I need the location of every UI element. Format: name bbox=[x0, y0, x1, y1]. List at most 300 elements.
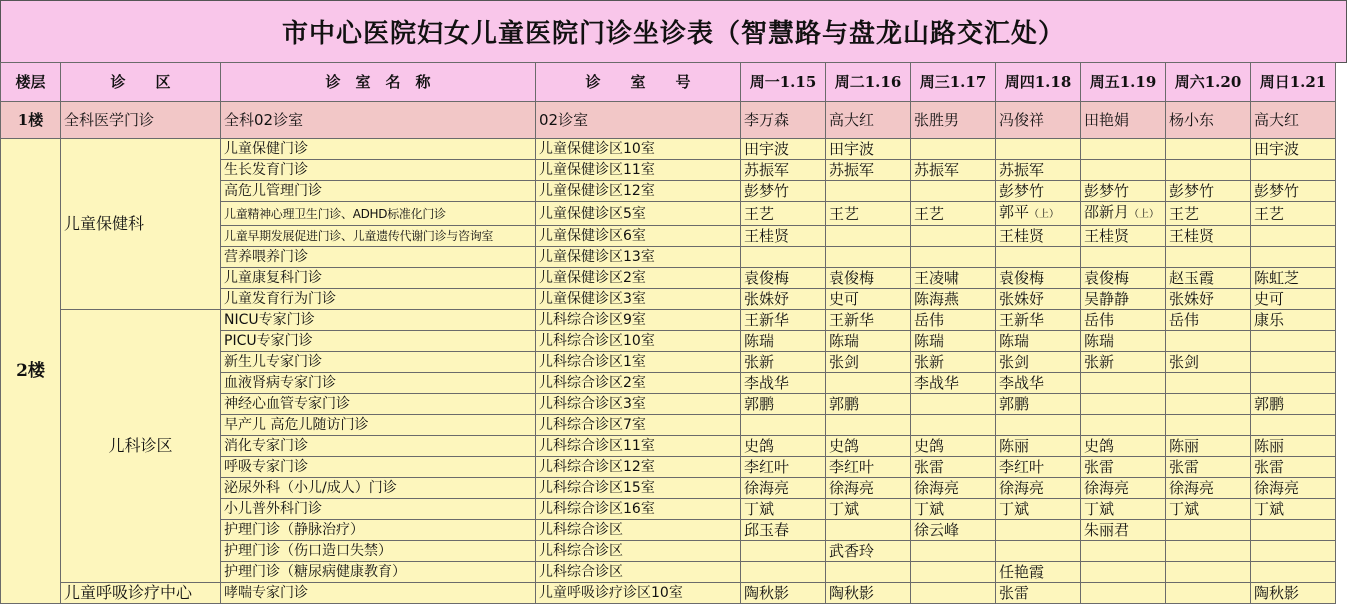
doctor-cell bbox=[1251, 478, 1336, 499]
doctor-name: 苏振军 bbox=[914, 161, 960, 179]
doctor-name: 朱丽君 bbox=[1084, 521, 1130, 539]
doctor-name: 徐海亮 bbox=[744, 479, 790, 497]
doctor-name: 徐海亮 bbox=[914, 479, 960, 497]
header-day: 周四1.18 bbox=[996, 63, 1081, 102]
doctor-name: 徐海亮 bbox=[1084, 479, 1130, 497]
doctor-name: 岳伟 bbox=[914, 311, 945, 329]
doctor-cell bbox=[1081, 289, 1166, 310]
doctor-cell bbox=[741, 289, 826, 310]
doctor-cell bbox=[826, 247, 911, 268]
doctor-cell bbox=[996, 541, 1081, 562]
floor1-row bbox=[1, 102, 1336, 139]
room-no-cell: 儿科综合诊区1室 bbox=[536, 352, 741, 373]
doctor-cell bbox=[1251, 181, 1336, 202]
doctor-cell bbox=[1166, 352, 1251, 373]
doctor-name: 陈瑞 bbox=[1084, 332, 1115, 350]
floor-label: 2楼 bbox=[1, 139, 61, 604]
doctor-cell bbox=[911, 394, 996, 415]
doctor-cell bbox=[826, 499, 911, 520]
doctor-cell bbox=[996, 373, 1081, 394]
doctor-cell bbox=[1166, 562, 1251, 583]
room-name-cell: 泌尿外科（小儿/成人）门诊 bbox=[221, 478, 536, 499]
room-no-cell: 儿童保健诊区3室 bbox=[536, 289, 741, 310]
doctor-name: 史鸽 bbox=[829, 437, 860, 455]
doctor-name: 王新华 bbox=[999, 311, 1045, 329]
header-day: 周三1.17 bbox=[911, 63, 996, 102]
doctor-cell bbox=[1081, 226, 1166, 247]
doctor-cell bbox=[1251, 415, 1336, 436]
doctor-cell bbox=[1166, 373, 1251, 394]
doctor-name: 张雷 bbox=[1084, 458, 1115, 476]
doctor-cell bbox=[1166, 289, 1251, 310]
doctor-cell bbox=[1166, 394, 1251, 415]
doctor-name: 张剑 bbox=[829, 353, 860, 371]
doctor-name: 李红叶 bbox=[999, 458, 1045, 476]
room-no-cell: 儿童保健诊区12室 bbox=[536, 181, 741, 202]
doctor-cell bbox=[911, 226, 996, 247]
doctor-name: 李战华 bbox=[914, 374, 960, 392]
doctor-name: 张新 bbox=[914, 353, 945, 371]
room-no-cell: 儿科综合诊区 bbox=[536, 541, 741, 562]
doctor-name: 王艺 bbox=[744, 204, 775, 223]
doctor-cell bbox=[1081, 583, 1166, 604]
doctor-cell bbox=[741, 541, 826, 562]
room-no-cell: 儿科综合诊区15室 bbox=[536, 478, 741, 499]
doctor-cell bbox=[826, 478, 911, 499]
room-no-cell: 儿童保健诊区11室 bbox=[536, 160, 741, 181]
doctor-cell bbox=[741, 310, 826, 331]
doctor-cell bbox=[996, 247, 1081, 268]
doctor-name: 张新 bbox=[1084, 353, 1115, 371]
room-name-cell: 新生儿专家门诊 bbox=[221, 352, 536, 373]
doctor-cell bbox=[826, 415, 911, 436]
header-day: 周六1.20 bbox=[1166, 63, 1251, 102]
doctor-name: 丁斌 bbox=[829, 500, 860, 518]
room-name-cell: 神经心血管专家门诊 bbox=[221, 394, 536, 415]
doctor-cell bbox=[996, 331, 1081, 352]
room-no-cell: 儿科综合诊区10室 bbox=[536, 331, 741, 352]
doctor-cell bbox=[826, 436, 911, 457]
doctor-name: 张雷 bbox=[1254, 458, 1285, 476]
doctor-name: 田宇波 bbox=[829, 140, 875, 158]
doctor-name: 郭鹏 bbox=[999, 395, 1030, 413]
doctor-cell bbox=[1081, 247, 1166, 268]
doctor-name: 王艺 bbox=[914, 204, 945, 223]
doctor-name: 丁斌 bbox=[1169, 500, 1200, 518]
room-no-cell: 儿童保健诊区6室 bbox=[536, 226, 741, 247]
doctor-cell bbox=[1081, 310, 1166, 331]
doctor-name: 徐海亮 bbox=[999, 479, 1045, 497]
room-name-cell: 呼吸专家门诊 bbox=[221, 457, 536, 478]
room-name-cell: 儿童康复科门诊 bbox=[221, 268, 536, 289]
doctor-cell bbox=[826, 457, 911, 478]
doctor-cell bbox=[1251, 268, 1336, 289]
header-room-name: 诊 室 名 称 bbox=[221, 63, 536, 102]
doctor-name: 苏振军 bbox=[999, 161, 1045, 179]
room-name-cell: 全科02诊室 bbox=[221, 102, 536, 139]
doctor-cell bbox=[1166, 268, 1251, 289]
doctor-cell bbox=[911, 181, 996, 202]
doctor-cell bbox=[741, 352, 826, 373]
doctor-cell bbox=[996, 520, 1081, 541]
doctor-cell bbox=[996, 583, 1081, 604]
doctor-name: 彭梦竹 bbox=[1254, 182, 1300, 200]
doctor-cell bbox=[1081, 202, 1166, 226]
doctor-cell bbox=[911, 139, 996, 160]
doctor-cell: 田艳娟 bbox=[1081, 102, 1166, 139]
doctor-name: 史鸽 bbox=[914, 437, 945, 455]
doctor-name: 徐海亮 bbox=[1169, 479, 1215, 497]
doctor-name: 岳伟 bbox=[1169, 311, 1200, 329]
doctor-name: 史鸽 bbox=[744, 437, 775, 455]
doctor-cell bbox=[1166, 499, 1251, 520]
doctor-name: 李红叶 bbox=[829, 458, 875, 476]
doctor-cell bbox=[911, 247, 996, 268]
doctor-cell bbox=[996, 268, 1081, 289]
room-name-cell: 儿童发育行为门诊 bbox=[221, 289, 536, 310]
doctor-cell bbox=[826, 310, 911, 331]
header-day: 周日1.21 bbox=[1251, 63, 1336, 102]
doctor-cell bbox=[741, 268, 826, 289]
doctor-name: 康乐 bbox=[1254, 311, 1285, 329]
doctor-cell bbox=[1166, 520, 1251, 541]
doctor-cell bbox=[741, 478, 826, 499]
doctor-cell bbox=[741, 394, 826, 415]
page-title: 市中心医院妇女儿童医院门诊坐诊表（智慧路与盘龙山路交汇处） bbox=[0, 0, 1347, 63]
doctor-cell bbox=[911, 310, 996, 331]
doctor-cell: 高大红 bbox=[1251, 102, 1336, 139]
doctor-name: 史可 bbox=[1254, 290, 1285, 308]
doctor-cell bbox=[996, 499, 1081, 520]
doctor-cell bbox=[826, 139, 911, 160]
room-name-cell: 消化专家门诊 bbox=[221, 436, 536, 457]
doctor-cell bbox=[996, 457, 1081, 478]
room-no-cell: 儿童保健诊区10室 bbox=[536, 139, 741, 160]
doctor-cell bbox=[1251, 139, 1336, 160]
doctor-name: 田宇波 bbox=[744, 140, 790, 158]
doctor-cell bbox=[1251, 499, 1336, 520]
doctor-name: 王桂贤 bbox=[999, 227, 1045, 245]
doctor-cell bbox=[1081, 160, 1166, 181]
doctor-name: 武香玲 bbox=[829, 542, 875, 560]
doctor-cell bbox=[1166, 160, 1251, 181]
doctor-name: 陶秋影 bbox=[829, 584, 875, 602]
doctor-name: 王桂贤 bbox=[744, 227, 790, 245]
doctor-name: 李战华 bbox=[999, 374, 1045, 392]
doctor-name: 王凌啸 bbox=[914, 269, 960, 287]
room-name-cell: 生长发育门诊 bbox=[221, 160, 536, 181]
doctor-cell bbox=[741, 373, 826, 394]
doctor-name: 丁斌 bbox=[914, 500, 945, 518]
doctor-cell bbox=[826, 562, 911, 583]
doctor-name: 陈丽 bbox=[1254, 437, 1285, 455]
doctor-cell bbox=[996, 562, 1081, 583]
room-no-cell: 儿童保健诊区13室 bbox=[536, 247, 741, 268]
doctor-name: 王桂贤 bbox=[1084, 227, 1130, 245]
doctor-cell bbox=[1166, 202, 1251, 226]
doctor-cell bbox=[1251, 520, 1336, 541]
doctor-name: 李战华 bbox=[744, 374, 790, 392]
room-name-cell: 儿童早期发展促进门诊、儿童遗传代谢门诊与咨询室 bbox=[221, 226, 536, 247]
doctor-cell bbox=[741, 247, 826, 268]
doctor-cell bbox=[741, 331, 826, 352]
doctor-cell bbox=[1166, 226, 1251, 247]
doctor-cell bbox=[996, 310, 1081, 331]
doctor-name: 陈海燕 bbox=[914, 290, 960, 308]
doctor-cell bbox=[1251, 436, 1336, 457]
doctor-name: 彭梦竹 bbox=[999, 182, 1045, 200]
doctor-name: 赵玉霞 bbox=[1169, 269, 1215, 287]
doctor-name: 张新 bbox=[744, 353, 775, 371]
doctor-name: 苏振军 bbox=[829, 161, 875, 179]
doctor-cell bbox=[911, 562, 996, 583]
room-no-cell: 儿科综合诊区11室 bbox=[536, 436, 741, 457]
room-name-cell: 护理门诊（静脉治疗） bbox=[221, 520, 536, 541]
doctor-name: 陈丽 bbox=[1169, 437, 1200, 455]
doctor-cell bbox=[826, 331, 911, 352]
doctor-cell bbox=[996, 226, 1081, 247]
doctor-name: 史可 bbox=[829, 290, 860, 308]
doctor-cell bbox=[826, 181, 911, 202]
doctor-name: 陈瑞 bbox=[829, 332, 860, 350]
doctor-cell: 李万森 bbox=[741, 102, 826, 139]
doctor-cell bbox=[1081, 415, 1166, 436]
doctor-cell bbox=[1166, 478, 1251, 499]
table-row bbox=[1, 310, 1336, 331]
doctor-cell bbox=[911, 289, 996, 310]
room-no-cell: 儿科综合诊区7室 bbox=[536, 415, 741, 436]
doctor-name: 郭平 bbox=[999, 203, 1030, 221]
floor-label: 1楼 bbox=[1, 102, 61, 139]
doctor-name: 苏振军 bbox=[744, 161, 790, 179]
room-name-cell: 护理门诊（伤口造口失禁） bbox=[221, 541, 536, 562]
doctor-cell bbox=[1081, 352, 1166, 373]
doctor-cell bbox=[826, 202, 911, 226]
doctor-name: 张雷 bbox=[999, 584, 1030, 602]
table-row bbox=[1, 583, 1336, 604]
doctor-cell bbox=[1251, 457, 1336, 478]
doctor-cell bbox=[1081, 478, 1166, 499]
doctor-cell bbox=[1166, 181, 1251, 202]
doctor-name: 陈瑞 bbox=[999, 332, 1030, 350]
doctor-cell bbox=[1081, 541, 1166, 562]
doctor-name: 丁斌 bbox=[999, 500, 1030, 518]
doctor-cell bbox=[741, 583, 826, 604]
room-name-cell: PICU专家门诊 bbox=[221, 331, 536, 352]
room-name-cell: 高危儿管理门诊 bbox=[221, 181, 536, 202]
room-name-cell: 血液肾病专家门诊 bbox=[221, 373, 536, 394]
doctor-cell bbox=[1251, 310, 1336, 331]
doctor-cell bbox=[996, 478, 1081, 499]
doctor-name: 任艳霞 bbox=[999, 563, 1045, 581]
header-row bbox=[1, 63, 1336, 102]
doctor-name: 陈丽 bbox=[999, 437, 1030, 455]
doctor-name: 郭鹏 bbox=[744, 395, 775, 413]
doctor-name: 陶秋影 bbox=[1254, 584, 1300, 602]
doctor-cell bbox=[1251, 160, 1336, 181]
doctor-cell bbox=[911, 583, 996, 604]
doctor-cell bbox=[996, 436, 1081, 457]
doctor-name: 郭鹏 bbox=[829, 395, 860, 413]
room-no-cell: 02诊室 bbox=[536, 102, 741, 139]
doctor-name: 王艺 bbox=[1169, 204, 1200, 223]
doctor-cell: 高大红 bbox=[826, 102, 911, 139]
doctor-cell bbox=[826, 352, 911, 373]
doctor-cell bbox=[826, 268, 911, 289]
doctor-cell bbox=[911, 331, 996, 352]
doctor-name: 王艺 bbox=[1254, 204, 1285, 223]
doctor-cell: 冯俊祥 bbox=[996, 102, 1081, 139]
doctor-cell bbox=[1081, 181, 1166, 202]
doctor-name: 丁斌 bbox=[1254, 500, 1285, 518]
room-name-cell: NICU专家门诊 bbox=[221, 310, 536, 331]
doctor-name: 张姝妤 bbox=[744, 290, 790, 308]
room-no-cell: 儿科综合诊区12室 bbox=[536, 457, 741, 478]
doctor-name: 袁俊梅 bbox=[999, 269, 1045, 287]
doctor-cell bbox=[1081, 457, 1166, 478]
doctor-name: 王艺 bbox=[829, 204, 860, 223]
doctor-cell bbox=[911, 202, 996, 226]
room-name-cell: 早产儿 高危儿随访门诊 bbox=[221, 415, 536, 436]
doctor-name: 张剑 bbox=[999, 353, 1030, 371]
doctor-name: 陈瑞 bbox=[744, 332, 775, 350]
doctor-cell bbox=[1081, 139, 1166, 160]
room-no-cell: 儿童保健诊区2室 bbox=[536, 268, 741, 289]
doctor-cell bbox=[1251, 352, 1336, 373]
doctor-name: 邵新月 bbox=[1084, 203, 1130, 221]
doctor-cell bbox=[1081, 331, 1166, 352]
room-no-cell: 儿科综合诊区9室 bbox=[536, 310, 741, 331]
doctor-cell bbox=[911, 415, 996, 436]
doctor-cell bbox=[741, 226, 826, 247]
doctor-cell bbox=[1166, 436, 1251, 457]
doctor-cell bbox=[996, 139, 1081, 160]
doctor-cell bbox=[1081, 373, 1166, 394]
doctor-cell bbox=[911, 520, 996, 541]
doctor-cell bbox=[1251, 373, 1336, 394]
doctor-name: 袁俊梅 bbox=[829, 269, 875, 287]
doctor-name: 王新华 bbox=[744, 311, 790, 329]
zone-cell: 儿童呼吸诊疗中心 bbox=[61, 583, 221, 604]
doctor-cell bbox=[996, 181, 1081, 202]
zone-cell: 儿童保健科 bbox=[61, 139, 221, 310]
doctor-cell bbox=[741, 457, 826, 478]
doctor-cell bbox=[1251, 226, 1336, 247]
room-name-cell: 儿童精神心理卫生门诊、ADHD标准化门诊 bbox=[221, 202, 536, 226]
room-name-cell: 儿童保健门诊 bbox=[221, 139, 536, 160]
doctor-cell bbox=[1251, 331, 1336, 352]
room-no-cell: 儿童保健诊区5室 bbox=[536, 202, 741, 226]
room-name-cell: 营养喂养门诊 bbox=[221, 247, 536, 268]
doctor-name: 彭梦竹 bbox=[1169, 182, 1215, 200]
doctor-cell bbox=[741, 202, 826, 226]
doctor-cell bbox=[741, 520, 826, 541]
doctor-name: 田宇波 bbox=[1254, 140, 1300, 158]
doctor-cell bbox=[1251, 394, 1336, 415]
doctor-cell bbox=[1251, 202, 1336, 226]
doctor-cell bbox=[1251, 247, 1336, 268]
doctor-cell bbox=[911, 457, 996, 478]
doctor-cell bbox=[826, 160, 911, 181]
doctor-name: 王桂贤 bbox=[1169, 227, 1215, 245]
header-day: 周二1.16 bbox=[826, 63, 911, 102]
doctor-cell bbox=[996, 289, 1081, 310]
doctor-name: 彭梦竹 bbox=[1084, 182, 1130, 200]
doctor-cell bbox=[911, 352, 996, 373]
doctor-cell bbox=[741, 562, 826, 583]
doctor-cell bbox=[741, 160, 826, 181]
schedule-table bbox=[0, 62, 1336, 604]
doctor-name: 张雷 bbox=[1169, 458, 1200, 476]
doctor-cell bbox=[741, 499, 826, 520]
doctor-cell bbox=[1166, 541, 1251, 562]
doctor-name: 李红叶 bbox=[744, 458, 790, 476]
doctor-cell bbox=[1081, 520, 1166, 541]
doctor-name: 徐海亮 bbox=[1254, 479, 1300, 497]
doctor-name: 袁俊梅 bbox=[1084, 269, 1130, 287]
room-no-cell: 儿科综合诊区 bbox=[536, 562, 741, 583]
room-no-cell: 儿童呼吸诊疗诊区10室 bbox=[536, 583, 741, 604]
doctor-name: 张剑 bbox=[1169, 353, 1200, 371]
doctor-cell bbox=[1081, 394, 1166, 415]
zone-cell: 儿科诊区 bbox=[61, 310, 221, 583]
header-day: 周一1.15 bbox=[741, 63, 826, 102]
doctor-cell bbox=[911, 160, 996, 181]
room-name-cell: 护理门诊（糖尿病健康教育） bbox=[221, 562, 536, 583]
table-row bbox=[1, 139, 1336, 160]
header-floor: 楼层 bbox=[1, 63, 61, 102]
doctor-cell bbox=[1251, 289, 1336, 310]
doctor-cell bbox=[1166, 310, 1251, 331]
doctor-name: 吴静静 bbox=[1084, 290, 1130, 308]
doctor-cell bbox=[826, 289, 911, 310]
session-tag: （上） bbox=[1029, 209, 1060, 220]
doctor-cell bbox=[996, 394, 1081, 415]
doctor-cell bbox=[1081, 499, 1166, 520]
room-no-cell: 儿科综合诊区2室 bbox=[536, 373, 741, 394]
doctor-cell: 杨小东 bbox=[1166, 102, 1251, 139]
room-no-cell: 儿科综合诊区16室 bbox=[536, 499, 741, 520]
doctor-name: 丁斌 bbox=[744, 500, 775, 518]
doctor-cell: 张胜男 bbox=[911, 102, 996, 139]
doctor-cell bbox=[826, 541, 911, 562]
doctor-name: 王新华 bbox=[829, 311, 875, 329]
doctor-cell bbox=[1166, 139, 1251, 160]
doctor-name: 陈瑞 bbox=[914, 332, 945, 350]
doctor-cell bbox=[1081, 268, 1166, 289]
session-tag: （上） bbox=[1129, 209, 1160, 220]
doctor-cell bbox=[996, 415, 1081, 436]
room-no-cell: 儿科综合诊区 bbox=[536, 520, 741, 541]
header-day: 周五1.19 bbox=[1081, 63, 1166, 102]
doctor-cell bbox=[826, 226, 911, 247]
doctor-cell bbox=[1166, 457, 1251, 478]
doctor-name: 张雷 bbox=[914, 458, 945, 476]
doctor-cell bbox=[1081, 436, 1166, 457]
doctor-name: 袁俊梅 bbox=[744, 269, 790, 287]
doctor-name: 彭梦竹 bbox=[744, 182, 790, 200]
doctor-cell bbox=[826, 520, 911, 541]
doctor-cell bbox=[1251, 541, 1336, 562]
doctor-cell bbox=[1166, 415, 1251, 436]
room-name-cell: 小儿普外科门诊 bbox=[221, 499, 536, 520]
doctor-cell bbox=[1081, 562, 1166, 583]
doctor-name: 史鸽 bbox=[1084, 437, 1115, 455]
doctor-cell bbox=[911, 436, 996, 457]
room-no-cell: 儿科综合诊区3室 bbox=[536, 394, 741, 415]
doctor-cell bbox=[911, 478, 996, 499]
doctor-name: 岳伟 bbox=[1084, 311, 1115, 329]
